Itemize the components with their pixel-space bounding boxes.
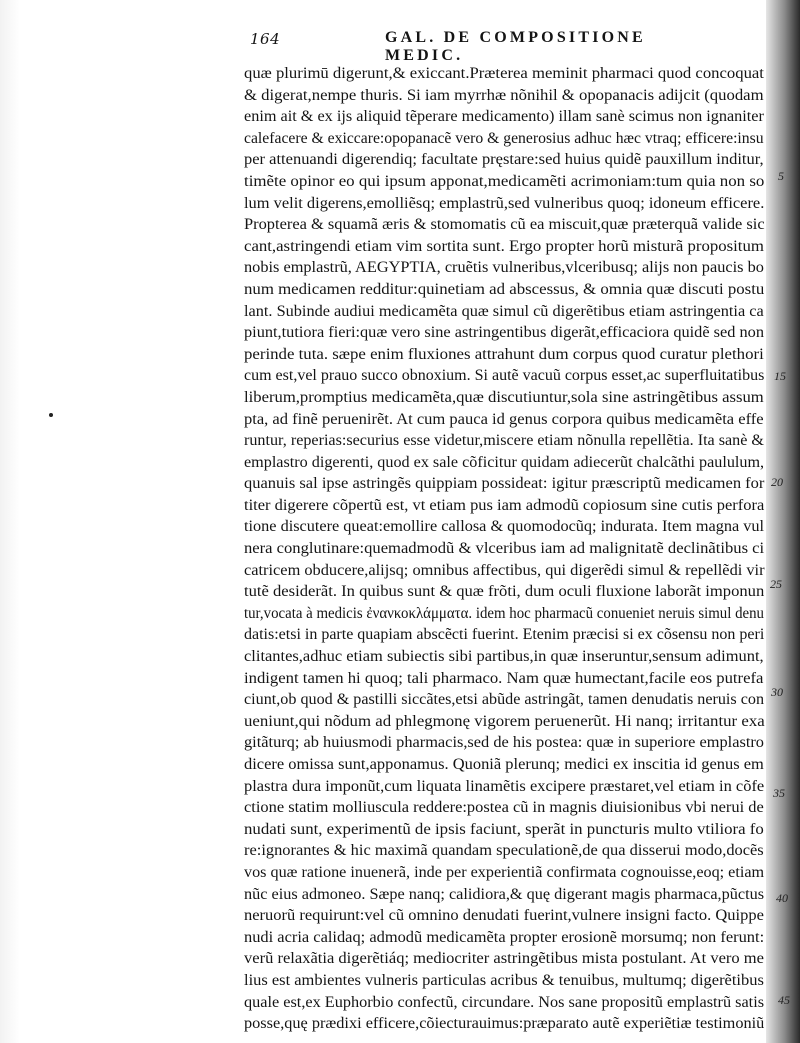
text-line: lum velit digerens,emolliẽsq; emplastrũ,sed vulneribus quoq; idoneum efficere. — [244, 194, 765, 212]
text-line: quæ plurimū digerunt,& exiccant.Præterea meminit pharmaci quod concoquat — [244, 65, 764, 82]
margin-line-number: 15 — [774, 369, 786, 383]
running-title: GAL. DE COMPOSITIONE MEDIC. — [385, 29, 646, 64]
text-line: clitantes,adhuc etiam subiectis sibi partibus,in quæ inseruntur,sensum adimunt, — [244, 648, 764, 666]
text-line: neruorũ requirunt:vel cũ omnino denudati fuerint,vulnere insigni facto. Quippe — [244, 907, 764, 925]
text-line: re:ignorantes & hic maximã quandam speculationẽ,de qua disserui modo,docẽs — [244, 842, 764, 860]
text-line: posse,quę prædixi efficere,cõiecturauimus:præparato autẽ experiẽtiæ testimoniũ — [244, 1015, 765, 1033]
margin-line-number: 35 — [773, 786, 785, 800]
page-header — [250, 26, 720, 64]
text-line: tur,vocata à medicis ἐνανκοκλάμματα. idem hoc pharmacũ conueniet neruis simul denu — [244, 604, 764, 622]
text-line: liberum,promptius medicamẽta,quæ discutiuntur,sola sine astringẽtibus assum — [244, 388, 764, 406]
text-line: runtur, reperias:securius esse videtur,miscere etiam nõnulla repellẽtia. Ita sanè & — [244, 432, 764, 450]
margin-line-number: 20 — [771, 475, 783, 489]
text-line: nera conglutinare:quemadmodũ & vlceribus iam ad malignitatẽ declinãtibus ci — [244, 540, 765, 558]
text-line: dicere omissa sunt,apponamus. Quoniã plerunq; medici ex inscitia id genus em — [244, 756, 764, 773]
text-line: ciunt,ob quod & pastilli siccãtes,etsi abũde astringãt, tamen denudatis neruis con — [244, 691, 765, 709]
margin-line-number: 45 — [778, 993, 790, 1007]
text-line: gitãturq; ab huiusmodi pharmacis,sed de his postea: quæ in superiore emplastro — [244, 734, 764, 752]
margin-line-number: 40 — [776, 891, 788, 905]
text-line: enim ait & ex ijs aliquid tẽperare medicamento) illam sanè scimus non ignaniter — [244, 108, 764, 126]
text-line: tutẽ desiderãt. In quibus sunt & quæ frõti, dum oculi fluxione laborãt imponun — [244, 583, 765, 601]
body-text — [244, 63, 764, 1035]
text-line: titer digerere cõpertũ est, vt etiam pus iam admodũ copiosum sine cutis perfora — [244, 496, 765, 514]
text-line: ctione statim molliuscula reddere:postea cũ in magnis diuisionibus vbi nerui de — [244, 799, 764, 817]
text-line: nudati sunt, experimentũ de ipsis faciunt, sperãt in puncturis multo vtiliora fo — [244, 820, 764, 838]
text-line: tione discutere queat:emollire callosa & quomodocũq; indurata. Item magna vul — [244, 518, 765, 536]
text-line: pta, ad finẽ peruenirẽt. At cum pauca id genus corpora quibus medicamẽta effe — [244, 410, 764, 428]
text-line: per attenuandi digerendiq; facultate pręstare:sed huius quidẽ pauxillum inditur, — [244, 151, 764, 169]
text-line: nudi acria calidaq; admodũ medicamẽta propter erosionẽ morsumq; non ferunt: — [244, 928, 765, 946]
text-line: lius est ambientes vulneris particulas acribus & tenuibus, multumq; digerẽtibus — [244, 971, 764, 989]
text-line: nobis emplastrũ, AEGYPTIA, cruẽtis vulneribus,vlceribusq; alijs non paucis bo — [244, 259, 764, 277]
text-line: num medicamen redditur:quinetiam ad abscessus, & omnia quæ discuti postu — [244, 280, 765, 298]
text-line: ueniunt,qui nõdum ad phlegmonę vigorem peruenerũt. Hi nanq; irritantur exa — [244, 712, 765, 730]
text-line: calefacere & exiccare:opopanacẽ vero & generosius adhuc hæc vtraq; efficere:insu — [244, 129, 764, 147]
margin-line-number: 5 — [778, 169, 784, 183]
text-line: timẽte opinor eo qui ipsum apponat,medicamẽti acrimoniam:tum quia non so — [244, 172, 765, 190]
text-line: Propterea & squamã æris & stomomatis cũ ea miscuit,quæ præterquã valide sic — [244, 216, 765, 234]
page-number: 164 — [250, 30, 281, 48]
gutter-shade — [0, 0, 20, 1043]
text-line: emplastro digerenti, quod ex sale cõficitur quidam adiecerũt chalcãthi paululum, — [244, 453, 765, 471]
text-line: catricem obducere,alijsq; omnibus affectibus, qui digerẽdi simul & repellẽdi vir — [244, 561, 765, 579]
text-line: lant. Subinde audiui medicamẽta quæ simul cũ digerẽtibus etiam astringentia ca — [244, 302, 764, 320]
text-line: plastra dura imponũt,cum liquata linamẽtis excipere præstaret,vel etiam in cõfe — [244, 777, 765, 795]
text-line: cum est,vel prauo succo obnoxium. Si autẽ vacuũ corpus esset,ac superfluitatibus — [244, 367, 765, 385]
text-line: nũc eius admoneo. Sæpe nanq; calidiora,& quę digerant magis pharmaca,pũctus — [244, 885, 765, 903]
margin-line-number: 30 — [771, 685, 783, 699]
text-line: verũ relaxãtia digerẽtiáq; mediocriter astringẽtibus mista postulant. At vero me — [244, 950, 764, 968]
text-line: cant,astringendi etiam vim sortita sunt. Ergo propter horũ misturã propositum — [244, 237, 764, 255]
text-line: quanuis sal ipse astringẽs quippiam possideat: igitur præscriptũ medicamen for — [244, 475, 765, 493]
text-line: perinde tuta. sæpe enim fluxiones attrahunt dum corpus quod curatur plethori — [244, 345, 764, 363]
text-line: & digerat,nempe thuris. Si iam myrrhæ nõnihil & opopanacis adijcit (quodam — [244, 86, 764, 104]
text-line: quale est,ex Euphorbio confectũ, circundare. Nos sane propositũ emplastrũ satis — [244, 993, 765, 1011]
text-line: datis:etsi in parte quapiam abscẽcti fuerint. Etenim præcisi si ex cõsensu non peri — [244, 626, 765, 644]
text-line: vos quæ ratione inuenerã, inde per experientiã confirmata cognouisse,eoq; etiam — [244, 863, 765, 881]
margin-line-number: 25 — [770, 577, 782, 591]
text-line: piunt,tutiora fieri:quæ vero sine astringentibus digerãt,efficaciora quidẽ sed non — [244, 324, 764, 342]
ink-speck — [49, 413, 53, 417]
text-line: indigent tamen hi quoq; tali pharmaco. Nam quæ humectant,facile eos putrefa — [244, 669, 764, 687]
